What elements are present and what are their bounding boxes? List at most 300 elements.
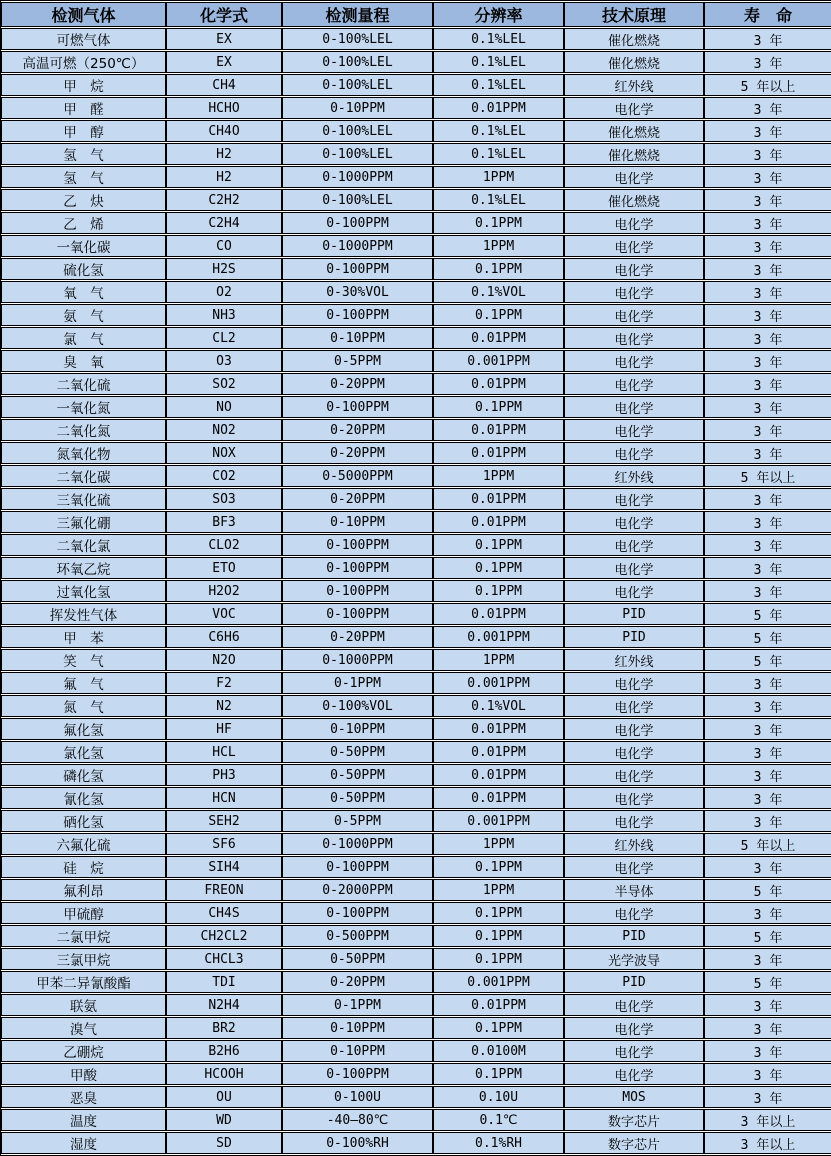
- cell-formula: HF: [166, 718, 282, 740]
- cell-formula: SEH2: [166, 810, 282, 832]
- cell-resolution: 0.0100M: [433, 1040, 564, 1062]
- cell-gas: 乙 烯: [1, 212, 166, 234]
- cell-gas: 臭 氧: [1, 350, 166, 372]
- cell-range: 0-30%VOL: [282, 281, 433, 303]
- cell-resolution: 1PPM: [433, 465, 564, 487]
- col-header-formula: 化学式: [166, 2, 282, 27]
- cell-lifespan: 3 年: [704, 718, 831, 740]
- table-row: [1, 1086, 831, 1108]
- cell-resolution: 0.01PPM: [433, 994, 564, 1016]
- table-row: [1, 258, 831, 280]
- cell-gas: 硅 烷: [1, 856, 166, 878]
- cell-formula: CH4O: [166, 120, 282, 142]
- cell-gas: 一氧化碳: [1, 235, 166, 257]
- cell-principle: 电化学: [564, 810, 704, 832]
- cell-formula: SO2: [166, 373, 282, 395]
- cell-range: 0-100PPM: [282, 534, 433, 556]
- cell-formula: O2: [166, 281, 282, 303]
- cell-formula: HCOOH: [166, 1063, 282, 1085]
- cell-resolution: 0.01PPM: [433, 511, 564, 533]
- cell-lifespan: 5 年: [704, 603, 831, 625]
- cell-range: 0-10PPM: [282, 327, 433, 349]
- cell-principle: 电化学: [564, 511, 704, 533]
- cell-gas: 氯 气: [1, 327, 166, 349]
- cell-formula: CL2: [166, 327, 282, 349]
- table-row: [1, 212, 831, 234]
- table-row: [1, 281, 831, 303]
- cell-range: 0-100%VOL: [282, 695, 433, 717]
- col-header-resolution: 分辨率: [433, 2, 564, 27]
- cell-resolution: 1PPM: [433, 235, 564, 257]
- cell-range: 0-20PPM: [282, 442, 433, 464]
- table-row: [1, 603, 831, 625]
- cell-lifespan: 3 年: [704, 695, 831, 717]
- cell-lifespan: 5 年: [704, 925, 831, 947]
- cell-range: 0-20PPM: [282, 971, 433, 993]
- cell-principle: 电化学: [564, 856, 704, 878]
- cell-principle: 电化学: [564, 97, 704, 119]
- table-row: [1, 189, 831, 211]
- cell-formula: CH4S: [166, 902, 282, 924]
- cell-range: 0-50PPM: [282, 787, 433, 809]
- cell-principle: 红外线: [564, 74, 704, 96]
- cell-principle: 光学波导: [564, 948, 704, 970]
- cell-range: 0-20PPM: [282, 488, 433, 510]
- cell-formula: FREON: [166, 879, 282, 901]
- cell-principle: 催化燃烧: [564, 51, 704, 73]
- cell-range: 0-10PPM: [282, 97, 433, 119]
- cell-range: 0-100PPM: [282, 304, 433, 326]
- cell-lifespan: 3 年: [704, 419, 831, 441]
- cell-formula: NO: [166, 396, 282, 418]
- cell-principle: 电化学: [564, 442, 704, 464]
- table-row: [1, 718, 831, 740]
- table-row: [1, 304, 831, 326]
- cell-gas: 二氧化硫: [1, 373, 166, 395]
- cell-formula: WD: [166, 1109, 282, 1131]
- cell-range: 0-100%LEL: [282, 120, 433, 142]
- cell-gas: 硒化氢: [1, 810, 166, 832]
- cell-lifespan: 3 年: [704, 1040, 831, 1062]
- cell-lifespan: 3 年: [704, 787, 831, 809]
- cell-formula: C2H2: [166, 189, 282, 211]
- cell-gas: 硫化氢: [1, 258, 166, 280]
- cell-range: 0-20PPM: [282, 419, 433, 441]
- cell-resolution: 0.01PPM: [433, 327, 564, 349]
- cell-range: 0-100PPM: [282, 212, 433, 234]
- cell-resolution: 1PPM: [433, 166, 564, 188]
- cell-lifespan: 3 年: [704, 120, 831, 142]
- cell-principle: 电化学: [564, 557, 704, 579]
- table-row: [1, 143, 831, 165]
- cell-lifespan: 5 年以上: [704, 74, 831, 96]
- cell-formula: SIH4: [166, 856, 282, 878]
- cell-lifespan: 3 年: [704, 764, 831, 786]
- cell-lifespan: 3 年: [704, 51, 831, 73]
- cell-range: 0-10PPM: [282, 1017, 433, 1039]
- table-row: [1, 166, 831, 188]
- cell-resolution: 0.1PPM: [433, 925, 564, 947]
- cell-range: 0-100PPM: [282, 580, 433, 602]
- col-header-principle: 技术原理: [564, 2, 704, 27]
- cell-lifespan: 3 年: [704, 350, 831, 372]
- cell-principle: 数字芯片: [564, 1132, 704, 1154]
- cell-formula: H2: [166, 143, 282, 165]
- cell-formula: H2S: [166, 258, 282, 280]
- cell-gas: 氟化氢: [1, 718, 166, 740]
- cell-principle: 电化学: [564, 166, 704, 188]
- cell-principle: 电化学: [564, 281, 704, 303]
- cell-principle: 电化学: [564, 350, 704, 372]
- cell-lifespan: 3 年: [704, 511, 831, 533]
- table-row: [1, 971, 831, 993]
- table-row: [1, 511, 831, 533]
- cell-formula: ETO: [166, 557, 282, 579]
- cell-range: 0-100%LEL: [282, 28, 433, 50]
- table-row: [1, 327, 831, 349]
- cell-resolution: 0.1PPM: [433, 1063, 564, 1085]
- table-row: [1, 1063, 831, 1085]
- cell-lifespan: 3 年: [704, 488, 831, 510]
- cell-gas: 三氧化硫: [1, 488, 166, 510]
- cell-range: 0-20PPM: [282, 373, 433, 395]
- cell-principle: 催化燃烧: [564, 189, 704, 211]
- cell-resolution: 0.1PPM: [433, 396, 564, 418]
- cell-resolution: 1PPM: [433, 649, 564, 671]
- cell-gas: 恶臭: [1, 1086, 166, 1108]
- cell-range: 0-1PPM: [282, 994, 433, 1016]
- cell-gas: 乙 炔: [1, 189, 166, 211]
- table-row: [1, 994, 831, 1016]
- cell-gas: 二氯甲烷: [1, 925, 166, 947]
- cell-range: 0-1000PPM: [282, 166, 433, 188]
- cell-gas: 环氧乙烷: [1, 557, 166, 579]
- table-row: [1, 28, 831, 50]
- cell-range: 0-500PPM: [282, 925, 433, 947]
- cell-principle: 电化学: [564, 327, 704, 349]
- cell-gas: 湿度: [1, 1132, 166, 1154]
- cell-principle: 电化学: [564, 994, 704, 1016]
- cell-range: 0-100%LEL: [282, 189, 433, 211]
- cell-principle: 电化学: [564, 1017, 704, 1039]
- table-row: [1, 51, 831, 73]
- cell-lifespan: 3 年: [704, 534, 831, 556]
- cell-principle: 电化学: [564, 764, 704, 786]
- cell-resolution: 0.1PPM: [433, 1017, 564, 1039]
- cell-resolution: 0.1%RH: [433, 1132, 564, 1154]
- cell-principle: 电化学: [564, 212, 704, 234]
- cell-lifespan: 3 年: [704, 1063, 831, 1085]
- cell-range: 0-5PPM: [282, 810, 433, 832]
- cell-resolution: 0.01PPM: [433, 419, 564, 441]
- table-row: [1, 120, 831, 142]
- cell-formula: EX: [166, 51, 282, 73]
- cell-principle: 电化学: [564, 419, 704, 441]
- cell-resolution: 0.01PPM: [433, 764, 564, 786]
- cell-formula: CH4: [166, 74, 282, 96]
- cell-resolution: 0.1℃: [433, 1109, 564, 1131]
- cell-principle: 电化学: [564, 258, 704, 280]
- col-header-lifespan: 寿 命: [704, 2, 831, 27]
- cell-lifespan: 5 年: [704, 626, 831, 648]
- cell-principle: PID: [564, 626, 704, 648]
- cell-gas: 溴气: [1, 1017, 166, 1039]
- cell-lifespan: 3 年: [704, 281, 831, 303]
- cell-lifespan: 5 年以上: [704, 833, 831, 855]
- cell-gas: 氮氧化物: [1, 442, 166, 464]
- cell-formula: TDI: [166, 971, 282, 993]
- cell-lifespan: 3 年: [704, 948, 831, 970]
- cell-principle: 电化学: [564, 580, 704, 602]
- cell-formula: HCHO: [166, 97, 282, 119]
- cell-range: 0-10PPM: [282, 1040, 433, 1062]
- cell-range: 0-50PPM: [282, 764, 433, 786]
- cell-principle: 催化燃烧: [564, 28, 704, 50]
- cell-resolution: 0.01PPM: [433, 741, 564, 763]
- cell-resolution: 1PPM: [433, 833, 564, 855]
- cell-gas: 甲 烷: [1, 74, 166, 96]
- cell-lifespan: 3 年: [704, 304, 831, 326]
- cell-formula: CO: [166, 235, 282, 257]
- cell-principle: MOS: [564, 1086, 704, 1108]
- table-row: [1, 465, 831, 487]
- cell-principle: 电化学: [564, 304, 704, 326]
- cell-lifespan: 3 年: [704, 97, 831, 119]
- cell-formula: H2O2: [166, 580, 282, 602]
- cell-lifespan: 3 年: [704, 672, 831, 694]
- cell-resolution: 0.001PPM: [433, 971, 564, 993]
- cell-formula: F2: [166, 672, 282, 694]
- cell-principle: 电化学: [564, 902, 704, 924]
- table-row: [1, 833, 831, 855]
- cell-formula: N2: [166, 695, 282, 717]
- cell-resolution: 0.1PPM: [433, 304, 564, 326]
- cell-lifespan: 3 年: [704, 258, 831, 280]
- cell-resolution: 0.1PPM: [433, 534, 564, 556]
- cell-range: 0-5000PPM: [282, 465, 433, 487]
- cell-gas: 二氧化碳: [1, 465, 166, 487]
- table-row: [1, 879, 831, 901]
- cell-range: 0-100U: [282, 1086, 433, 1108]
- cell-lifespan: 5 年: [704, 649, 831, 671]
- table-row: [1, 235, 831, 257]
- cell-range: 0-100%LEL: [282, 143, 433, 165]
- cell-principle: 电化学: [564, 373, 704, 395]
- cell-resolution: 0.01PPM: [433, 442, 564, 464]
- cell-formula: CLO2: [166, 534, 282, 556]
- cell-principle: 电化学: [564, 534, 704, 556]
- cell-range: 0-100PPM: [282, 1063, 433, 1085]
- cell-range: 0-100PPM: [282, 603, 433, 625]
- cell-gas: 甲硫醇: [1, 902, 166, 924]
- cell-gas: 氟利昂: [1, 879, 166, 901]
- cell-lifespan: 5 年以上: [704, 465, 831, 487]
- cell-formula: N2H4: [166, 994, 282, 1016]
- cell-principle: 电化学: [564, 488, 704, 510]
- cell-lifespan: 5 年: [704, 971, 831, 993]
- cell-range: 0-50PPM: [282, 948, 433, 970]
- cell-gas: 氟 气: [1, 672, 166, 694]
- table-row: [1, 902, 831, 924]
- cell-principle: 电化学: [564, 235, 704, 257]
- cell-lifespan: 3 年: [704, 166, 831, 188]
- col-header-gas: 检测气体: [1, 2, 166, 27]
- table-row: [1, 419, 831, 441]
- cell-gas: 高温可燃（250℃）: [1, 51, 166, 73]
- cell-resolution: 0.01PPM: [433, 373, 564, 395]
- cell-principle: PID: [564, 925, 704, 947]
- table-row: [1, 764, 831, 786]
- cell-resolution: 0.001PPM: [433, 626, 564, 648]
- cell-formula: VOC: [166, 603, 282, 625]
- table-row: [1, 442, 831, 464]
- cell-lifespan: 3 年: [704, 373, 831, 395]
- table-row: [1, 810, 831, 832]
- cell-formula: SO3: [166, 488, 282, 510]
- cell-resolution: 0.1PPM: [433, 856, 564, 878]
- cell-gas: 氧 气: [1, 281, 166, 303]
- table-row: [1, 97, 831, 119]
- cell-range: 0-1000PPM: [282, 649, 433, 671]
- cell-gas: 一氧化氮: [1, 396, 166, 418]
- cell-resolution: 0.1%LEL: [433, 51, 564, 73]
- cell-principle: 电化学: [564, 672, 704, 694]
- cell-gas: 氰化氢: [1, 787, 166, 809]
- table-row: [1, 488, 831, 510]
- table-row: [1, 1132, 831, 1154]
- table-row: [1, 741, 831, 763]
- cell-resolution: 0.001PPM: [433, 810, 564, 832]
- cell-gas: 二氧化氯: [1, 534, 166, 556]
- cell-resolution: 0.01PPM: [433, 603, 564, 625]
- cell-gas: 氨 气: [1, 304, 166, 326]
- table-row: [1, 695, 831, 717]
- table-row: [1, 1040, 831, 1062]
- cell-resolution: 0.01PPM: [433, 488, 564, 510]
- cell-formula: BF3: [166, 511, 282, 533]
- cell-gas: 三氯甲烷: [1, 948, 166, 970]
- cell-lifespan: 3 年: [704, 189, 831, 211]
- cell-range: 0-100PPM: [282, 856, 433, 878]
- table-row: [1, 534, 831, 556]
- cell-formula: BR2: [166, 1017, 282, 1039]
- table-row: [1, 557, 831, 579]
- cell-resolution: 0.1PPM: [433, 212, 564, 234]
- cell-range: 0-100%RH: [282, 1132, 433, 1154]
- cell-principle: 半导体: [564, 879, 704, 901]
- cell-gas: 六氟化硫: [1, 833, 166, 855]
- cell-resolution: 0.1PPM: [433, 948, 564, 970]
- cell-range: 0-100PPM: [282, 557, 433, 579]
- cell-formula: CH2CL2: [166, 925, 282, 947]
- cell-gas: 氢 气: [1, 143, 166, 165]
- cell-formula: H2: [166, 166, 282, 188]
- cell-range: 0-1000PPM: [282, 235, 433, 257]
- cell-resolution: 0.1PPM: [433, 580, 564, 602]
- cell-range: -40—80℃: [282, 1109, 433, 1131]
- cell-gas: 氯化氢: [1, 741, 166, 763]
- cell-principle: 红外线: [564, 649, 704, 671]
- cell-principle: 电化学: [564, 396, 704, 418]
- cell-gas: 温度: [1, 1109, 166, 1131]
- cell-principle: 红外线: [564, 833, 704, 855]
- cell-lifespan: 3 年: [704, 810, 831, 832]
- table-row: [1, 1109, 831, 1131]
- header-row: [1, 2, 831, 27]
- cell-resolution: 0.01PPM: [433, 787, 564, 809]
- col-header-range: 检测量程: [282, 2, 433, 27]
- cell-formula: SD: [166, 1132, 282, 1154]
- cell-lifespan: 3 年: [704, 327, 831, 349]
- table-row: [1, 396, 831, 418]
- cell-range: 0-10PPM: [282, 718, 433, 740]
- cell-resolution: 0.1%LEL: [433, 120, 564, 142]
- cell-resolution: 0.1%LEL: [433, 189, 564, 211]
- cell-formula: OU: [166, 1086, 282, 1108]
- cell-principle: 电化学: [564, 741, 704, 763]
- cell-formula: PH3: [166, 764, 282, 786]
- cell-formula: NOX: [166, 442, 282, 464]
- cell-gas: 磷化氢: [1, 764, 166, 786]
- cell-resolution: 0.01PPM: [433, 97, 564, 119]
- cell-formula: HCL: [166, 741, 282, 763]
- cell-lifespan: 3 年: [704, 994, 831, 1016]
- cell-principle: 电化学: [564, 1063, 704, 1085]
- cell-lifespan: 3 年: [704, 143, 831, 165]
- cell-resolution: 0.1PPM: [433, 557, 564, 579]
- cell-lifespan: 3 年: [704, 28, 831, 50]
- cell-principle: 电化学: [564, 718, 704, 740]
- cell-resolution: 0.001PPM: [433, 350, 564, 372]
- cell-lifespan: 3 年: [704, 580, 831, 602]
- cell-gas: 甲 醛: [1, 97, 166, 119]
- cell-range: 0-1000PPM: [282, 833, 433, 855]
- table-header: [1, 2, 831, 27]
- table-row: [1, 787, 831, 809]
- cell-resolution: 0.1%LEL: [433, 28, 564, 50]
- cell-gas: 甲酸: [1, 1063, 166, 1085]
- cell-gas: 可燃气体: [1, 28, 166, 50]
- cell-gas: 甲 醇: [1, 120, 166, 142]
- cell-gas: 挥发性气体: [1, 603, 166, 625]
- cell-lifespan: 5 年: [704, 879, 831, 901]
- cell-gas: 联氨: [1, 994, 166, 1016]
- cell-gas: 三氟化硼: [1, 511, 166, 533]
- cell-resolution: 1PPM: [433, 879, 564, 901]
- cell-principle: 电化学: [564, 1040, 704, 1062]
- cell-resolution: 0.001PPM: [433, 672, 564, 694]
- cell-formula: HCN: [166, 787, 282, 809]
- cell-resolution: 0.1%VOL: [433, 281, 564, 303]
- cell-lifespan: 3 年: [704, 212, 831, 234]
- cell-lifespan: 3 年: [704, 856, 831, 878]
- table-row: [1, 580, 831, 602]
- cell-gas: 甲 苯: [1, 626, 166, 648]
- table-row: [1, 856, 831, 878]
- cell-range: 0-100PPM: [282, 258, 433, 280]
- table-row: [1, 925, 831, 947]
- cell-range: 0-5PPM: [282, 350, 433, 372]
- table-row: [1, 626, 831, 648]
- cell-principle: 红外线: [564, 465, 704, 487]
- cell-lifespan: 3 年: [704, 902, 831, 924]
- cell-principle: 催化燃烧: [564, 120, 704, 142]
- cell-lifespan: 3 年以上: [704, 1132, 831, 1154]
- cell-range: 0-100PPM: [282, 902, 433, 924]
- cell-gas: 乙硼烷: [1, 1040, 166, 1062]
- table-row: [1, 373, 831, 395]
- cell-range: 0-2000PPM: [282, 879, 433, 901]
